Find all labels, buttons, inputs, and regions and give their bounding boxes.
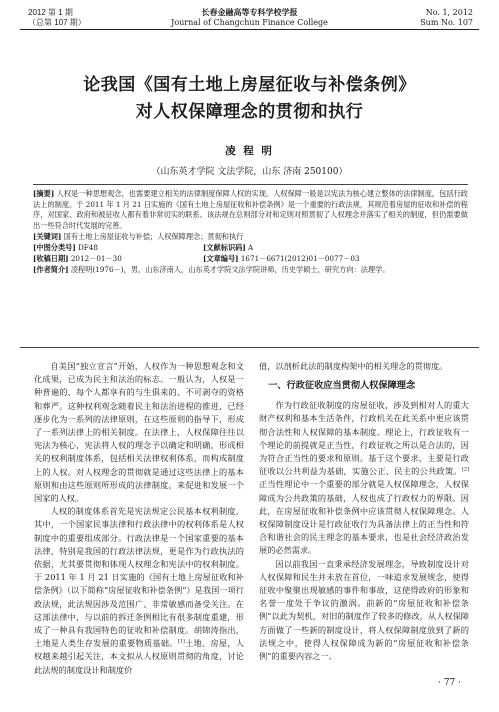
issue-info-en: [420, 8, 473, 28]
keywords-text: 国有土地上房屋征收与补偿；人权保障理念；贯彻和执行: [63, 232, 244, 242]
citation-ref: [1]: [177, 638, 185, 645]
paragraph-text: 正当性理论中一个重要的部分就是人权保障理念，人权保障成为公共政策的基础，人权也成了行政权力的界限。因此，在房屋征收和补偿条例中应该贯彻人权保障理念。人权保障制度设计是行政征收行为具备法律上的正当性和符合和谐社会的民主理念的基本要求，也是社会经济政治发展的必然需求。: [259, 479, 469, 556]
article-number: [203, 253, 360, 264]
article-value: 1671－6671(2012)01－0077－03: [240, 254, 360, 264]
citation-ref: [2]: [461, 466, 469, 473]
journal-name-cn: 长春金融高等专科学校学报: [201, 8, 298, 17]
abstract: [33, 189, 468, 231]
author-bio-label: [作者简介]: [33, 265, 69, 275]
received-value: 2012－01－30: [70, 254, 122, 264]
paragraph-text: 人权的制度体系首先是宪法规定公民基本权利制度，其中，一个国家民事法律和行政法律中的权利体系是人权制度中的重要组成部分。行政法律是一个国家重要的基本法律，特别是我国的行政法律法规，更是作为行政执法的依据，尤其要贯彻和体现人权理念和宪法中的权利制度。于 2011 年 1 月 21 日实施的《国有土地上房屋征收和补偿条例》（以下简称“房屋征收和补偿条例”）是我国一项行政法规，此法规因涉及范围广、非常敏感而备受关注。在这部法律中，与以前的拆迁条例相比有很多制度重建，形成了一种具有我国特色的征收和补偿制度。胡锦涛指出，土地是人类生存发展的重要物质基础。: [34, 506, 244, 649]
clc-value: DF48: [78, 243, 98, 253]
keywords-label: [关键词]: [33, 232, 62, 242]
doc-code: [203, 242, 253, 253]
issue-number-en: No. 1, 2012: [425, 8, 473, 17]
running-header: [0, 6, 499, 30]
received-label: [收稿日期]: [33, 254, 69, 264]
article-label: [文章编号]: [203, 254, 239, 264]
paragraph: [34, 505, 244, 677]
paragraph-text: 土地、房屋，人权越来越引起关注，本文拟从人权原则贯彻的角度，讨论此法规的制度设计和制度价: [34, 638, 244, 675]
dates-row: [33, 253, 468, 264]
paragraph-text: 作为行政征收制度的房屋征收，涉及到相对人的重大财产权利和基本生活条件，行政机关在此关系中更应该贯彻合法性和人权保障的基本制度。理论上，行政征收有一个理论的前提就是正当性，行政征收之所以是合法的，因为符合正当性的要求和原则。基于这个要求，主要是行政征收以公共利益为基础，实施公正、民主的公共政策。: [259, 400, 469, 477]
paragraph: 自美国“独立宣言”开始，人权作为一种思想观念和文化成果，已成为民主和法治的标志。一般认为，人权是一种普遍的、每个人都享有的与生俱来的、不可剥夺的资格和葬严。这种权利观念随着民主和法治进程的推进，已经逐步化为一系列的法律原则，在这些原则的指导下，形成了一系列法律上的相关制度。在法律上，人权保障往往以宪法为核心，宪法将人权的理念予以确定和明确，形成相关的权利制度体系，包括相关法律权利体系，而构成制度上的人权。对人权理念的贯彻就是通过这些法律上的基本原则和由这些原则所形成的法律制度，来促进和发展一个国家的人权。: [34, 361, 244, 504]
classification-row: [33, 242, 468, 253]
doc-value: A: [248, 243, 254, 253]
received-date: [33, 253, 203, 264]
paragraph: 因以前我国一直秉承经济发展理念，导致制度设计对人权保障和民生并未放在首位，一味追求发展规念，使得征收中聚聚出现敏感的事件和事故，这使得政府的形象和名誉一度处于争议的激涡。前新的“房屋征收和补偿条例”以此为契机，对旧的制度作了较多的修改，从人权保障方面做了一些新的制度设计，将人权保障制度放到了新的法规之中，使得人权保障成为新的“房屋征收和补偿条例”的重要内容之一。: [259, 558, 469, 662]
title-line-2: 对人权保障理念的贯彻和执行: [135, 102, 364, 122]
abstract-label: [摘要]: [33, 189, 55, 198]
title-line-1: 论我国《国有土地上房屋征收与补偿条例》: [83, 75, 416, 95]
abstract-rule: [20, 347, 479, 348]
author-name: 凌 程 明: [225, 145, 274, 157]
doc-label: [文献标识码]: [203, 243, 246, 253]
issue-number: 2012 第 1 期: [28, 8, 73, 17]
author-bio-text: 凌程明(1976－)，男，山东济南人，山东英才学院文法学院讲师，历史学硕士，研究方向：法理学。: [70, 265, 390, 275]
issue-total: （总第 107 期）: [28, 18, 86, 27]
clc-number: [33, 242, 203, 253]
author-bio: [33, 264, 468, 275]
body-column-right: [259, 360, 469, 663]
paragraph: 值，以剖析此法的制度构架中的相关理念的贯彻度。: [259, 361, 448, 371]
section-heading: 一、行政征收应当贯彻人权保障理念: [268, 380, 416, 392]
clc-label: [中图分类号]: [33, 243, 76, 253]
keywords: [33, 231, 468, 242]
page-number: · 77 ·: [438, 678, 461, 688]
issue-total-en: Sum No. 107: [420, 18, 473, 27]
body-column-left: [34, 360, 244, 677]
header-rule: [20, 29, 479, 30]
paragraph: [259, 399, 469, 557]
affiliation: （山东英才学院 文法学院，山东 济南 250100）: [151, 167, 348, 177]
abstract-text: 人权是一种思想观念，也需要建立相关的法律制度保障人权的实现。人权保障一般是以宪法为核心建立整体的法律制度，包括行政法上的制度。于 2011 年 1 月 21 日实施的《国有土地上房屋征收和补偿条例》是一个重要的行政法规，其规范着房屋的征收和补偿的程序，对国家、政府和被征收人都有着非常切实的联系。该法规在总则部分对和定则对照贯彻了人权理念并落实了相关的制度，但仍需要做出一些符合时代发展的完善。: [33, 189, 468, 230]
journal-name-en: Journal of Changchun Finance College: [171, 18, 328, 27]
abstract-block: [33, 184, 468, 275]
